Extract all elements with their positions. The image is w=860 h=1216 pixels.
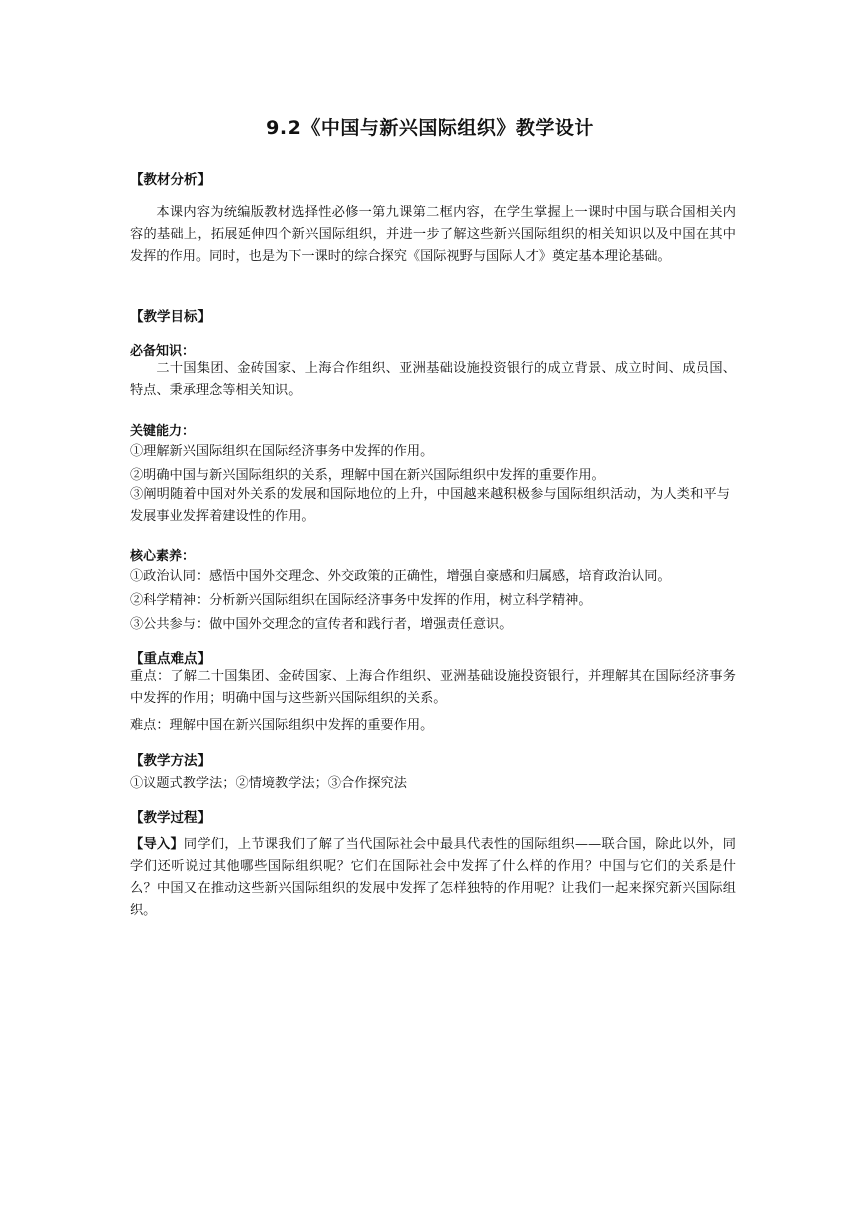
knowledge-paragraph: 二十国集团、金砖国家、上海合作组织、亚洲基础设施投资银行的成立背景、成立时间、成员国、特点、秉承理念等相关知识。 — [130, 361, 736, 398]
knowledge-label: 必备知识： — [130, 344, 196, 359]
difficult-point-text: 难点：理解中国在新兴国际组织中发挥的重要作用。 — [130, 718, 434, 733]
heading-process: 【教学过程】 — [130, 810, 211, 826]
literacy-item-3: ③公共参与：做中国外交理念的宣传者和践行者，增强责任意识。 — [130, 617, 513, 632]
analysis-paragraph: 本课内容为统编版教材选择性必修一第九课第二框内容，在学生掌握上一课时中国与联合国相关内容的基础上，拓展延伸四个新兴国际组织，并进一步了解这些新兴国际组织的相关知识以及中国在其中发挥的作用。同时，也是为下一课时的综合探究《国际视野与国际人才》奠定基本理论基础。 — [130, 205, 736, 264]
intro-paragraph — [130, 834, 736, 922]
methods-text: ①议题式教学法；②情境教学法；③合作探究法 — [130, 776, 407, 791]
heading-methods: 【教学方法】 — [130, 753, 211, 769]
heading-analysis: 【教材分析】 — [130, 172, 211, 188]
ability-item-3: ③阐明随着中国对外关系的发展和国际地位的上升，中国越来越积极参与国际组织活动，为人类和平与发展事业发挥着建设性的作用。 — [130, 487, 730, 524]
intro-text: 同学们，上节课我们了解了当代国际社会中最具代表性的国际组织——联合国，除此以外，同学们还听说过其他哪些国际组织呢？它们在国际社会中发挥了什么样的作用？中国与它们的关系是什么？中国又在推动这些新兴国际组织的发展中发挥了怎样独特的作用呢？让我们一起来探究新兴国际组织。 — [130, 837, 736, 918]
ability-item-2: ②明确中国与新兴国际组织的关系，理解中国在新兴国际组织中发挥的重要作用。 — [130, 468, 605, 483]
key-point-text: 重点：了解二十国集团、金砖国家、上海合作组织、亚洲基础设施投资银行，并理解其在国际经济事务中发挥的作用；明确中国与这些新兴国际组织的关系。 — [130, 669, 736, 706]
intro-label: 【导入】 — [130, 837, 184, 852]
literacy-label: 核心素养： — [130, 549, 196, 564]
ability-label: 关键能力： — [130, 424, 196, 439]
heading-goals: 【教学目标】 — [130, 309, 211, 325]
literacy-item-2: ②科学精神：分析新兴国际组织在国际经济事务中发挥的作用，树立科学精神。 — [130, 593, 592, 608]
document-title: 9.2《中国与新兴国际组织》教学设计 — [266, 117, 594, 139]
ability-item-1: ①理解新兴国际组织在国际经济事务中发挥的作用。 — [130, 444, 434, 459]
literacy-item-1: ①政治认同：感悟中国外交理念、外交政策的正确性，增强自豪感和归属感，培育政治认同。 — [130, 569, 671, 584]
heading-key-points: 【重点难点】 — [130, 651, 211, 667]
